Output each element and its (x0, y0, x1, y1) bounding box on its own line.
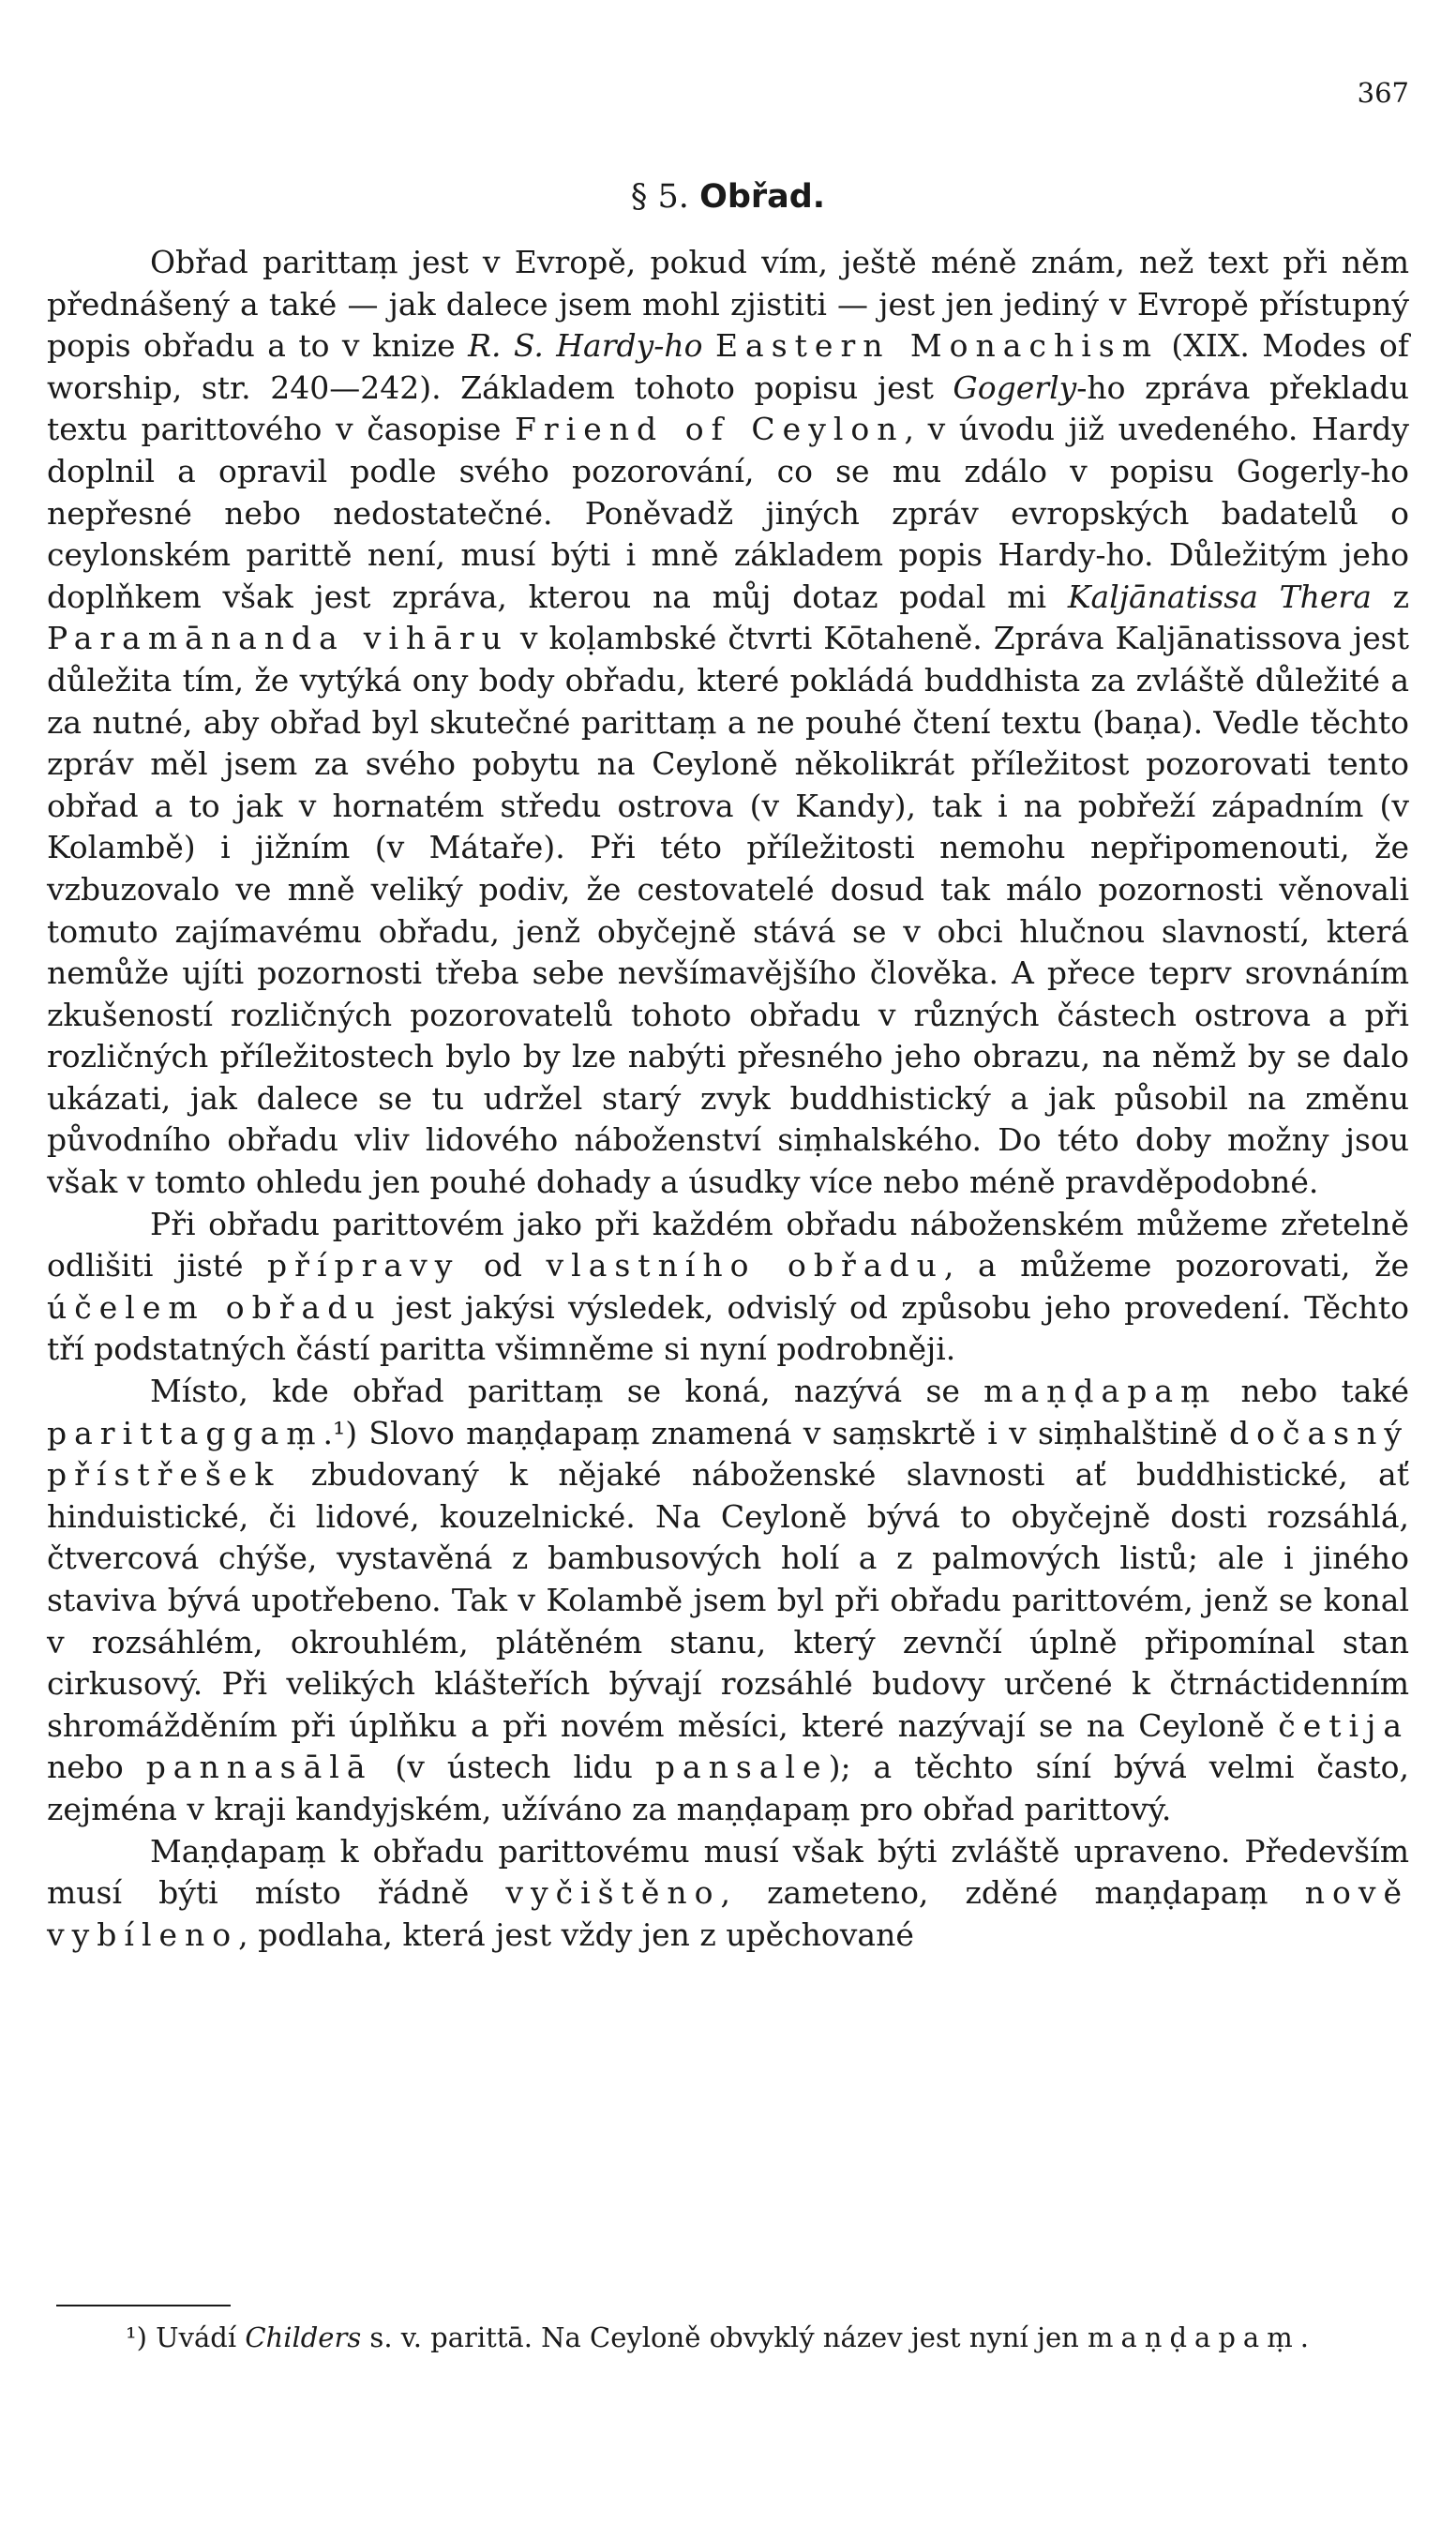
paragraph-2: Při obřadu parittovém jako při každém obřadu náboženském můžeme zřetelně odlišiti jisté přípravy od vlastního obřadu, a můžeme pozorovati, že účelem obřadu jest jakýsi výsledek, odvislý od způsobu jeho provedení. Těchto tří podstatných částí paritta všimněme si nyní podrobněji. (47, 1205, 1410, 1368)
term-vycisteno: vyčištěno (505, 1874, 721, 1912)
term-pripravy: přípravy (267, 1247, 460, 1285)
footnote: ¹) Uvádí Childers s. v. parittā. Na Ceyloně obvyklý název jest nyní jen maṇḍapaṃ. (126, 2321, 1309, 2353)
footnote-author: Childers (245, 2321, 362, 2353)
term-cetija: četija (1278, 1706, 1409, 1744)
term-parittaggam: parittaggaṃ (47, 1414, 323, 1451)
monastery-name: Paramānanda vihāru (47, 620, 509, 657)
section-title: Obřad. (699, 178, 826, 216)
section-heading (0, 178, 1456, 216)
term-vlastni-obrad: vlastního obřadu (546, 1247, 944, 1285)
informant-name: Kaljānatissa Thera (1067, 578, 1372, 615)
term-pannasala: pannasālā (145, 1749, 373, 1786)
term-docasny-pristresek: dočasný přístřešek (47, 1414, 1409, 1494)
footnote-term: maṇḍapaṃ (1088, 2321, 1300, 2353)
footnote-divider (56, 2305, 231, 2306)
paragraph-3: Místo, kde obřad parittaṃ se koná, nazývá se maṇḍapaṃ nebo také parittaggaṃ.¹) Slovo maṇḍapaṃ znamená v saṃskrtě i v siṃhalštině dočasný přístřešek zbudovaný k nějaké náboženské slavnosti ať buddhistické, ať hinduistické, či lidové, kouzelnické. Na Ceyloně bývá to obyčejně dosti rozsáhlá, čtvercová chýše, vystavěná z bambusových holí a z palmových listů; ale i jiného staviva bývá upotřebeno. Tak v Kolambě jsem byl při obřadu parittovém, jenž se konal v rozsáhlém, okrouhlém, plátěném stanu, který zevnčí úplně připomínal stan cirkusový. Při velikých klášteřích bývají rozsáhlé budovy určené k čtrnáctidenním shromážděním při úplňku a při novém měsíci, které nazývají se na Ceyloně četija nebo pannasālā (v ústech lidu pansale); a těchto síní bývá velmi často, zejména v kraji kandyjském, užíváno za maṇḍapaṃ pro obřad parittový. (47, 1373, 1410, 1827)
term-mandapam: maṇḍapaṃ (983, 1373, 1218, 1410)
paragraph-4: Maṇḍapaṃ k obřadu parittovému musí však býti zvláště upraveno. Především musí býti místo řádně vyčištěno, zameteno, zděné maṇḍapaṃ nově vybíleno, podlaha, která jest vždy jen z upěchované (47, 1832, 1409, 1953)
author-gogerly: Gogerly (953, 368, 1077, 406)
term-nove-vybileno: nově vybíleno (47, 1874, 1409, 1953)
term-pansale: pansale (654, 1749, 829, 1786)
paragraph-1: Obřad parittaṃ jest v Evropě, pokud vím, ještě méně znám, než text při něm přednášený a také — jak dalece jsem mohl zjistiti — jest jen jediný v Evropě přístupný popis obřadu a to v knize R. S. Hardy-ho Eastern Monachism (XIX. Modes of worship, str. 240—242). Základem tohoto popisu jest Gogerly-ho zpráva překladu textu parittového v časopise Friend of Ceylon, v úvodu již uvedeného. Hardy doplnil a opravil podle svého pozorování, co se mu zdálo v popisu Gogerly-ho nepřesné nebo nedostatečné. Poněvadž jiných zpráv evropských badatelů o ceylonském parittě není, musí býti i mně základem popis Hardy-ho. Důležitým jeho doplňkem však jest zpráva, kterou na můj dotaz podal mi Kaljānatissa Thera z Paramānanda vihāru v koḷambské čtvrti Kōtaheně. Zpráva Kaljānatissova jest důležita tím, že vytýká ony body obřadu, které pokládá buddhista za zvláště důležité a za nutné, aby obřad byl skutečné parittaṃ a ne pouhé čtení textu (baṇa). Vedle těchto zpráv měl jsem za svého pobytu na Ceyloně několikrát příležitost pozorovati tento obřad a to jak v hornatém středu ostrova (v Kandy), tak i na pobřeží západním (v Kolambě) i jižním (v Mátaře). Při této příležitosti nemohu nepřipomenouti, že vzbuzovalo ve mně veliký podiv, že cestovatelé dosud tak málo pozornosti věnovali tomuto zajímavému obřadu, jenž obyčejně stává se v obci hlučnou slavností, která nemůže ujíti pozornosti třeba sebe nevšímavějšího člověka. A přece teprv srovnáním zkušeností rozličných pozorovatelů tohoto obřadu v různých částech ostrova a při rozličných příležitostech bylo by lze nabýti přesného jeho obrazu, na němž by se dalo ukázati, jak dalece se tu udržel starý zvyk buddhistický a jak působil na změnu původního obřadu vliv lidového náboženství siṃhalského. Do této doby možny jsou však v tomto ohledu jen pouhé dohady a úsudky více nebo méně pravděpodobné. (47, 244, 1409, 1201)
term-ucel-obradu: účelem obřadu (47, 1288, 383, 1326)
book-title: Eastern Monachism (714, 327, 1159, 365)
body-text (47, 242, 1409, 1956)
author-hardy: R. S. Hardy-ho (468, 327, 703, 365)
journal-title: Friend of Ceylon (514, 411, 905, 448)
page-number: 367 (1357, 77, 1409, 109)
section-symbol: § 5. (630, 178, 689, 216)
